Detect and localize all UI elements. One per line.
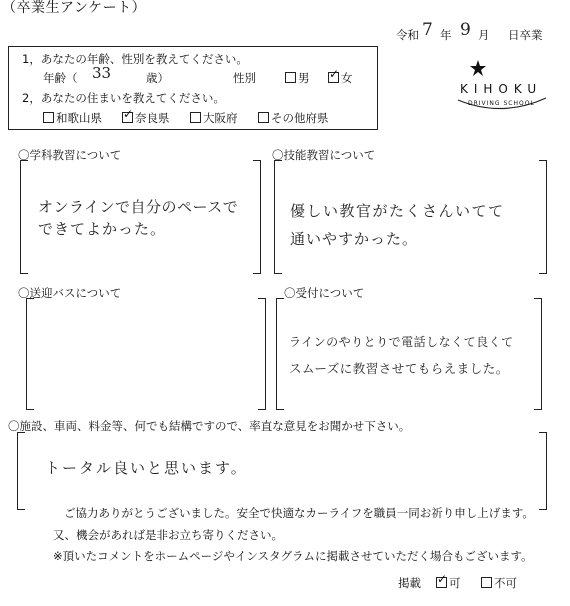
publish-allow-checkbox[interactable] [436, 577, 447, 588]
thanks-line: ご協力ありがとうございました。安全で快適なカーライフを職員一同お祈り申し上げます。 [64, 506, 534, 520]
female-checkbox[interactable] [328, 72, 339, 83]
kihoku-logo [452, 56, 552, 118]
gender-label: 性別 [233, 71, 256, 85]
academic-comment-line-1: オンラインで自分のペースで [38, 198, 239, 216]
q2-text: 2，あなたの住まいを教えてください。 [22, 91, 225, 105]
bus-bracket-left [26, 298, 34, 410]
age-value: 33 [92, 64, 112, 82]
facilities-comment-line-1: トータル良いと思います。 [45, 459, 248, 477]
age-label: 年齢（ [43, 71, 78, 85]
male-checkbox[interactable] [285, 72, 296, 83]
skill-label: 〇技能教習について [272, 148, 376, 162]
publish-deny-label: 不可 [494, 576, 517, 590]
female-label: 女 [341, 71, 353, 85]
nara-checkbox[interactable] [122, 112, 133, 123]
publication-notice: ※頂いたコメントをホームページやインスタグラムに掲載させていただく場合もございます。 [53, 549, 533, 563]
q1-text: 1，あなたの年齢、性別を教えてください。 [22, 52, 248, 66]
skill-comment-line-1: 優しい教官がたくさんいてて [290, 202, 505, 220]
facilities-label: 〇施設、車両、料金等、何でも結構ですので、率直な意見をお聞かせ下さい。 [8, 419, 411, 433]
residence-option-nara[interactable] [122, 110, 170, 126]
month-value: 9 [460, 20, 471, 40]
other-checkbox[interactable] [258, 112, 269, 123]
reception-comment-line-1: ラインのやりとりで電話しなくて良くて [289, 335, 514, 349]
visit-line: 又、機会があれば是非お立ち寄りください。 [53, 528, 283, 542]
year-value: 7 [422, 20, 433, 40]
logo-subtitle: DRIVING SCHOOL [468, 100, 535, 107]
era-label: 令和 [396, 28, 419, 42]
nara-label: 奈良県 [135, 111, 170, 125]
gender-male-option[interactable] [285, 70, 310, 86]
academic-comment-line-2: できてよかった。 [38, 220, 167, 238]
bus-bracket-right [258, 298, 266, 410]
skill-comment-line-2: 通いやすかった。 [290, 230, 419, 248]
facilities-bracket-right [539, 432, 547, 510]
osaka-label: 大阪府 [203, 111, 238, 125]
residence-option-wakayama[interactable] [43, 110, 102, 126]
other-label: その他府県 [271, 111, 329, 125]
reception-bracket-left [276, 298, 284, 410]
publish-label: 掲載 [398, 576, 421, 590]
skill-bracket-left [274, 160, 282, 274]
residence-option-other[interactable] [258, 110, 329, 126]
skill-bracket-right [539, 160, 547, 274]
gender-female-option[interactable] [328, 70, 353, 86]
reception-bracket-right [534, 298, 542, 410]
male-label: 男 [298, 71, 310, 85]
age-unit: 歳） [146, 71, 169, 85]
osaka-checkbox[interactable] [190, 112, 201, 123]
wakayama-label: 和歌山県 [56, 111, 102, 125]
bus-label: 〇送迎バスについて [18, 286, 122, 300]
wakayama-checkbox[interactable] [43, 112, 54, 123]
publish-deny-option[interactable] [481, 575, 517, 591]
graduation-label: 日卒業 [508, 28, 543, 42]
academic-bracket-right [253, 160, 261, 274]
academic-bracket-left [20, 160, 28, 274]
survey-title: （卒業生アンケート） [2, 0, 147, 16]
month-unit: 月 [478, 28, 490, 42]
reception-comment-line-2: スムーズに教習させてもらえました。 [289, 361, 509, 376]
academic-label: 〇学科教習について [18, 148, 122, 162]
publish-allow-label: 可 [449, 576, 461, 590]
logo-name: KIHOKU [460, 82, 543, 96]
year-unit: 年 [440, 28, 452, 42]
facilities-bracket-left [17, 432, 25, 510]
residence-option-osaka[interactable] [190, 110, 238, 126]
publish-allow-option[interactable] [436, 575, 461, 591]
reception-label: 〇受付について [284, 286, 365, 300]
publish-deny-checkbox[interactable] [481, 577, 492, 588]
